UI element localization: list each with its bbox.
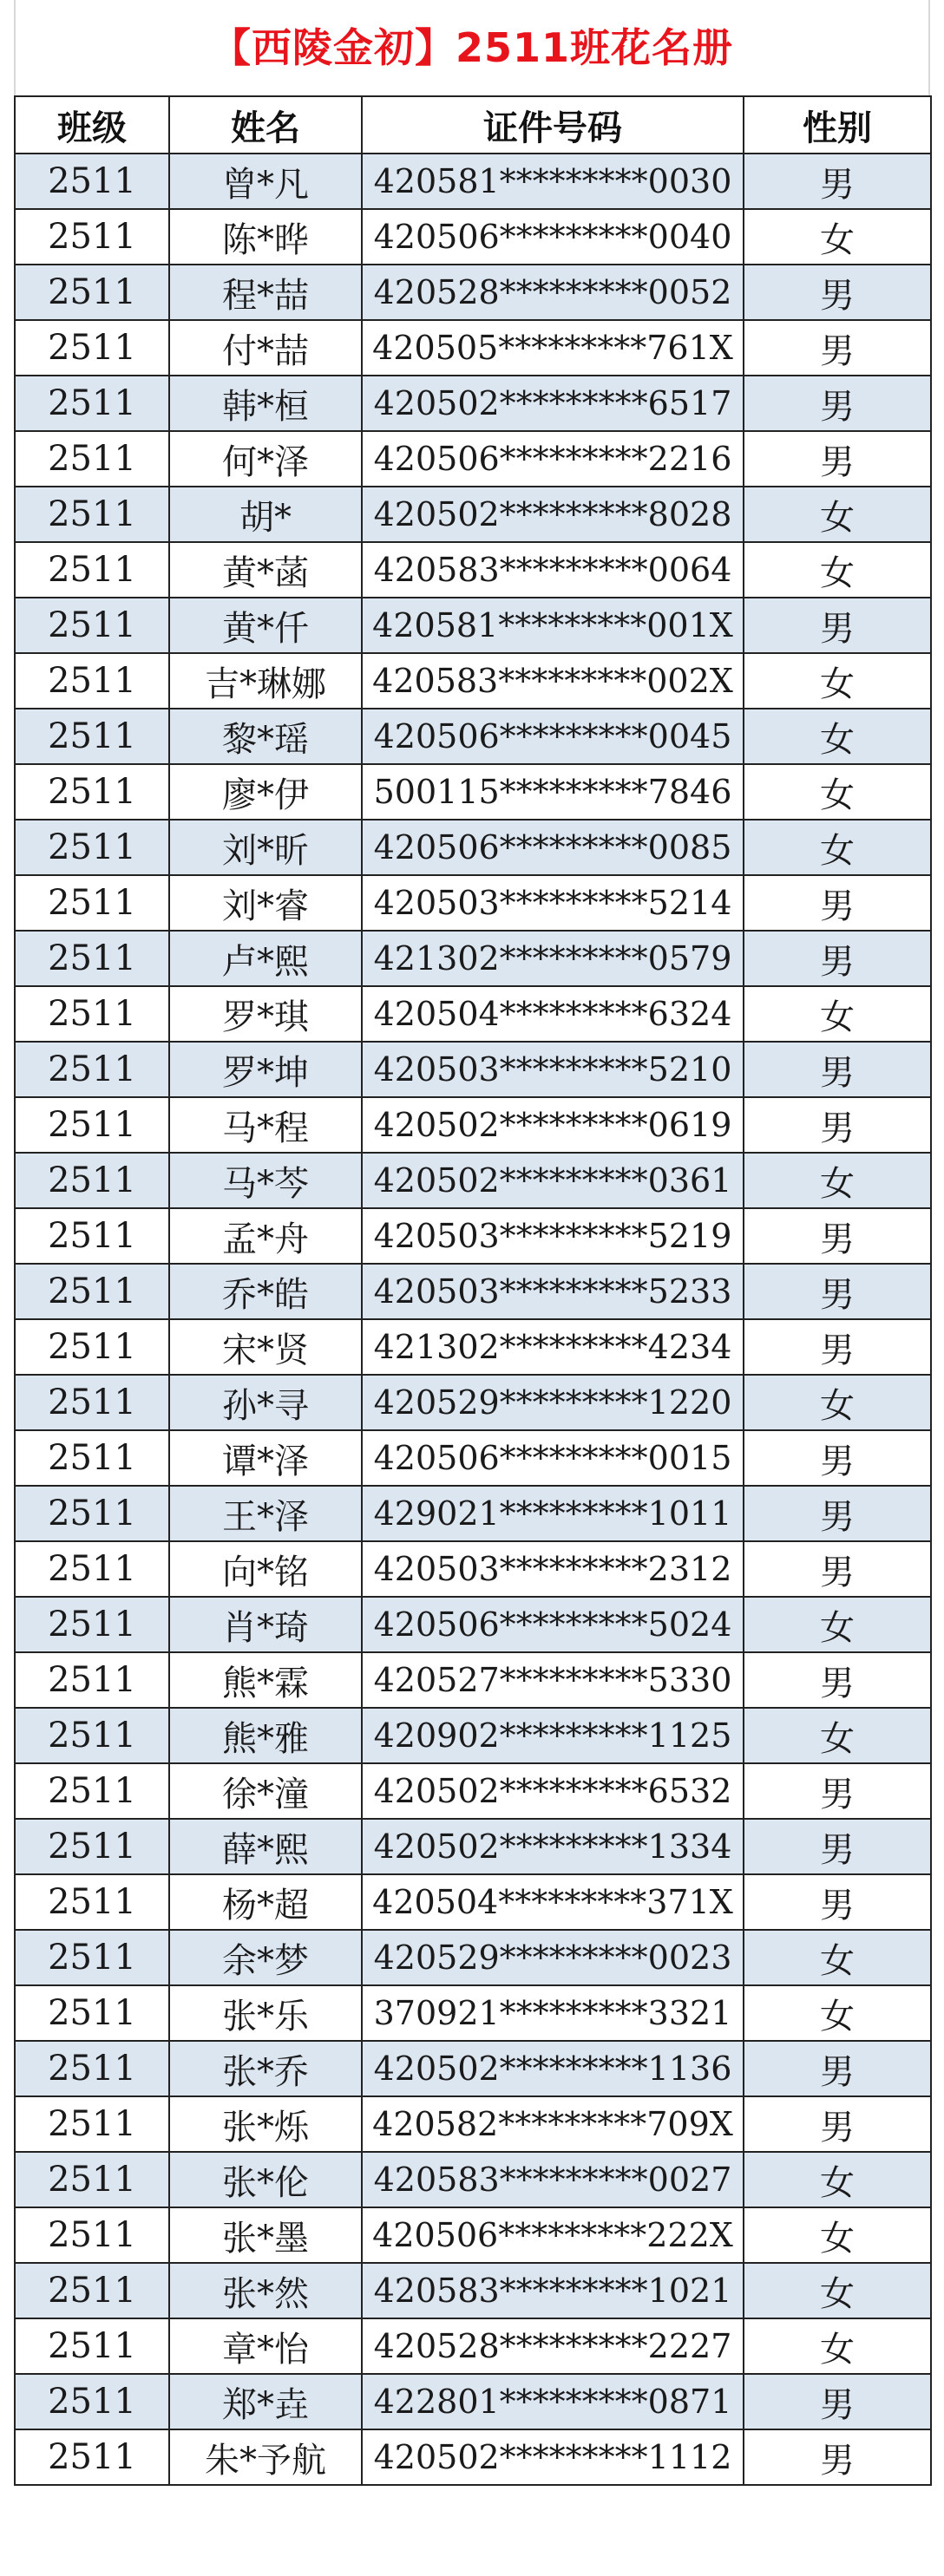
gender-cell: 男 [744, 431, 931, 487]
class-cell: 2511 [15, 542, 169, 598]
id-number-cell: 420506*********0085 [362, 820, 744, 875]
gender-cell: 女 [744, 653, 931, 709]
name-cell: 王*泽 [169, 1486, 362, 1541]
id-number-cell: 420502*********6532 [362, 1763, 744, 1819]
id-number-cell: 420505*********761X [362, 320, 744, 376]
id-number-cell: 420529*********1220 [362, 1375, 744, 1430]
table-row [15, 376, 931, 431]
gender-cell: 女 [744, 709, 931, 764]
name-cell: 张*乐 [169, 1985, 362, 2041]
class-cell: 2511 [15, 2374, 169, 2429]
table-row [15, 2096, 931, 2152]
table-row [15, 1597, 931, 1652]
table-row [15, 1097, 931, 1153]
table-row [15, 1874, 931, 1930]
id-number-cell: 420502*********6517 [362, 376, 744, 431]
gender-cell: 女 [744, 1153, 931, 1208]
table-row [15, 2152, 931, 2207]
gender-cell: 男 [744, 931, 931, 986]
id-number-cell: 420502*********0619 [362, 1097, 744, 1153]
name-cell: 卢*熙 [169, 931, 362, 986]
name-cell: 程*喆 [169, 265, 362, 320]
id-number-cell: 420504*********371X [362, 1874, 744, 1930]
name-cell: 陈*晔 [169, 209, 362, 265]
name-cell: 徐*潼 [169, 1763, 362, 1819]
class-cell: 2511 [15, 931, 169, 986]
class-cell: 2511 [15, 820, 169, 875]
name-cell: 何*泽 [169, 431, 362, 487]
class-cell: 2511 [15, 1874, 169, 1930]
gender-cell: 男 [744, 1652, 931, 1708]
id-number-cell: 420529*********0023 [362, 1930, 744, 1985]
class-cell: 2511 [15, 320, 169, 376]
id-number-cell: 420582*********709X [362, 2096, 744, 2152]
id-number-cell: 421302*********4234 [362, 1319, 744, 1375]
table-row [15, 209, 931, 265]
class-cell: 2511 [15, 2318, 169, 2374]
table-row [15, 542, 931, 598]
header-gender: 性别 [744, 96, 931, 154]
name-cell: 胡* [169, 487, 362, 542]
class-cell: 2511 [15, 487, 169, 542]
gender-cell: 男 [744, 2041, 931, 2096]
name-cell: 刘*昕 [169, 820, 362, 875]
table-row [15, 764, 931, 820]
table-row [15, 1819, 931, 1874]
table-row [15, 931, 931, 986]
name-cell: 黄*菡 [169, 542, 362, 598]
roster-sheet [14, 0, 930, 2486]
table-body [15, 154, 931, 2485]
name-cell: 马*芩 [169, 1153, 362, 1208]
class-cell: 2511 [15, 1264, 169, 1319]
table-row [15, 1486, 931, 1541]
gender-cell: 女 [744, 209, 931, 265]
gender-cell: 男 [744, 154, 931, 209]
name-cell: 宋*贤 [169, 1319, 362, 1375]
name-cell: 刘*睿 [169, 875, 362, 931]
gender-cell: 男 [744, 1819, 931, 1874]
roster-table [14, 95, 932, 2486]
class-cell: 2511 [15, 653, 169, 709]
class-cell: 2511 [15, 1708, 169, 1763]
gender-cell: 女 [744, 487, 931, 542]
table-row [15, 1319, 931, 1375]
table-row [15, 2429, 931, 2485]
id-number-cell: 420503*********5214 [362, 875, 744, 931]
name-cell: 孟*舟 [169, 1208, 362, 1264]
gender-cell: 男 [744, 2096, 931, 2152]
table-row [15, 487, 931, 542]
name-cell: 曾*凡 [169, 154, 362, 209]
gender-cell: 女 [744, 2263, 931, 2318]
gender-cell: 男 [744, 875, 931, 931]
table-row [15, 1541, 931, 1597]
gender-cell: 男 [744, 1264, 931, 1319]
name-cell: 黎*瑶 [169, 709, 362, 764]
class-cell: 2511 [15, 1153, 169, 1208]
name-cell: 谭*泽 [169, 1430, 362, 1486]
name-cell: 章*怡 [169, 2318, 362, 2374]
class-cell: 2511 [15, 2429, 169, 2485]
class-cell: 2511 [15, 1819, 169, 1874]
table-row [15, 1153, 931, 1208]
class-cell: 2511 [15, 1541, 169, 1597]
id-number-cell: 420583*********0027 [362, 2152, 744, 2207]
id-number-cell: 420583*********002X [362, 653, 744, 709]
gender-cell: 女 [744, 1375, 931, 1430]
class-cell: 2511 [15, 154, 169, 209]
table-row [15, 709, 931, 764]
table-row [15, 1985, 931, 2041]
table-row [15, 1208, 931, 1264]
header-id: 证件号码 [362, 96, 744, 154]
class-cell: 2511 [15, 1097, 169, 1153]
gender-cell: 女 [744, 2152, 931, 2207]
name-cell: 杨*超 [169, 1874, 362, 1930]
class-cell: 2511 [15, 1763, 169, 1819]
name-cell: 张*伦 [169, 2152, 362, 2207]
gender-cell: 女 [744, 542, 931, 598]
gender-cell: 女 [744, 1930, 931, 1985]
gender-cell: 女 [744, 764, 931, 820]
table-row [15, 1708, 931, 1763]
id-number-cell: 429021*********1011 [362, 1486, 744, 1541]
class-cell: 2511 [15, 764, 169, 820]
id-number-cell: 420506*********5024 [362, 1597, 744, 1652]
name-cell: 张*墨 [169, 2207, 362, 2263]
class-cell: 2511 [15, 1985, 169, 2041]
table-row [15, 986, 931, 1042]
gender-cell: 男 [744, 2374, 931, 2429]
class-cell: 2511 [15, 209, 169, 265]
gender-cell: 男 [744, 1763, 931, 1819]
class-cell: 2511 [15, 1486, 169, 1541]
name-cell: 黄*仟 [169, 598, 362, 653]
table-row [15, 431, 931, 487]
table-row [15, 2207, 931, 2263]
name-cell: 肖*琦 [169, 1597, 362, 1652]
name-cell: 孙*寻 [169, 1375, 362, 1430]
gender-cell: 男 [744, 265, 931, 320]
id-number-cell: 420503*********5233 [362, 1264, 744, 1319]
name-cell: 韩*桓 [169, 376, 362, 431]
table-row [15, 820, 931, 875]
name-cell: 马*程 [169, 1097, 362, 1153]
class-cell: 2511 [15, 1208, 169, 1264]
table-row [15, 1042, 931, 1097]
name-cell: 朱*予航 [169, 2429, 362, 2485]
gender-cell: 男 [744, 1430, 931, 1486]
gender-cell: 男 [744, 1486, 931, 1541]
id-number-cell: 420502*********0361 [362, 1153, 744, 1208]
class-cell: 2511 [15, 1375, 169, 1430]
class-cell: 2511 [15, 2263, 169, 2318]
id-number-cell: 420506*********222X [362, 2207, 744, 2263]
id-number-cell: 421302*********0579 [362, 931, 744, 986]
gender-cell: 女 [744, 986, 931, 1042]
gender-cell: 男 [744, 376, 931, 431]
id-number-cell: 420583*********0064 [362, 542, 744, 598]
name-cell: 张*然 [169, 2263, 362, 2318]
gender-cell: 男 [744, 1097, 931, 1153]
table-row [15, 875, 931, 931]
table-row [15, 1652, 931, 1708]
id-number-cell: 420527*********5330 [362, 1652, 744, 1708]
table-row [15, 598, 931, 653]
id-number-cell: 420502*********1136 [362, 2041, 744, 2096]
table-row [15, 2263, 931, 2318]
gender-cell: 女 [744, 1708, 931, 1763]
name-cell: 廖*伊 [169, 764, 362, 820]
table-row [15, 265, 931, 320]
class-cell: 2511 [15, 1930, 169, 1985]
gender-cell: 男 [744, 1042, 931, 1097]
table-row [15, 2318, 931, 2374]
name-cell: 薛*熙 [169, 1819, 362, 1874]
gender-cell: 男 [744, 1208, 931, 1264]
name-cell: 余*梦 [169, 1930, 362, 1985]
gender-cell: 女 [744, 2207, 931, 2263]
gender-cell: 男 [744, 1541, 931, 1597]
id-number-cell: 370921*********3321 [362, 1985, 744, 2041]
table-row [15, 2374, 931, 2429]
class-cell: 2511 [15, 1597, 169, 1652]
id-number-cell: 420502*********1334 [362, 1819, 744, 1874]
table-row [15, 1375, 931, 1430]
name-cell: 张*乔 [169, 2041, 362, 2096]
name-cell: 吉*琳娜 [169, 653, 362, 709]
class-cell: 2511 [15, 1652, 169, 1708]
name-cell: 乔*皓 [169, 1264, 362, 1319]
gender-cell: 男 [744, 2429, 931, 2485]
table-row [15, 1763, 931, 1819]
gender-cell: 男 [744, 1874, 931, 1930]
name-cell: 向*铭 [169, 1541, 362, 1597]
header-name: 姓名 [169, 96, 362, 154]
class-cell: 2511 [15, 2207, 169, 2263]
gender-cell: 女 [744, 1985, 931, 2041]
id-number-cell: 420502*********1112 [362, 2429, 744, 2485]
gender-cell: 女 [744, 820, 931, 875]
class-cell: 2511 [15, 598, 169, 653]
id-number-cell: 420583*********1021 [362, 2263, 744, 2318]
class-cell: 2511 [15, 431, 169, 487]
table-header [15, 96, 931, 154]
class-cell: 2511 [15, 2041, 169, 2096]
table-row [15, 154, 931, 209]
header-class: 班级 [15, 96, 169, 154]
table-row [15, 1264, 931, 1319]
id-number-cell: 420503*********5219 [362, 1208, 744, 1264]
class-cell: 2511 [15, 2152, 169, 2207]
class-cell: 2511 [15, 265, 169, 320]
class-cell: 2511 [15, 709, 169, 764]
name-cell: 罗*琪 [169, 986, 362, 1042]
name-cell: 郑*垚 [169, 2374, 362, 2429]
id-number-cell: 420506*********0015 [362, 1430, 744, 1486]
gender-cell: 男 [744, 598, 931, 653]
table-row [15, 2041, 931, 2096]
class-cell: 2511 [15, 986, 169, 1042]
name-cell: 熊*霖 [169, 1652, 362, 1708]
table-row [15, 1430, 931, 1486]
id-number-cell: 420528*********0052 [362, 265, 744, 320]
id-number-cell: 420506*********2216 [362, 431, 744, 487]
gender-cell: 女 [744, 2318, 931, 2374]
header-row [15, 96, 931, 154]
name-cell: 张*烁 [169, 2096, 362, 2152]
id-number-cell: 500115*********7846 [362, 764, 744, 820]
id-number-cell: 420506*********0040 [362, 209, 744, 265]
table-row [15, 1930, 931, 1985]
id-number-cell: 420581*********001X [362, 598, 744, 653]
class-cell: 2511 [15, 1042, 169, 1097]
class-cell: 2511 [15, 1430, 169, 1486]
id-number-cell: 420506*********0045 [362, 709, 744, 764]
table-row [15, 653, 931, 709]
id-number-cell: 420503*********2312 [362, 1541, 744, 1597]
id-number-cell: 420581*********0030 [362, 154, 744, 209]
class-cell: 2511 [15, 2096, 169, 2152]
id-number-cell: 420528*********2227 [362, 2318, 744, 2374]
gender-cell: 男 [744, 1319, 931, 1375]
id-number-cell: 420504*********6324 [362, 986, 744, 1042]
gender-cell: 男 [744, 320, 931, 376]
id-number-cell: 422801*********0871 [362, 2374, 744, 2429]
class-cell: 2511 [15, 1319, 169, 1375]
class-cell: 2511 [15, 376, 169, 431]
id-number-cell: 420503*********5210 [362, 1042, 744, 1097]
name-cell: 付*喆 [169, 320, 362, 376]
table-row [15, 320, 931, 376]
id-number-cell: 420902*********1125 [362, 1708, 744, 1763]
class-cell: 2511 [15, 875, 169, 931]
name-cell: 熊*雅 [169, 1708, 362, 1763]
id-number-cell: 420502*********8028 [362, 487, 744, 542]
gender-cell: 女 [744, 1597, 931, 1652]
name-cell: 罗*坤 [169, 1042, 362, 1097]
page-title: 【西陵金初】2511班花名册 [14, 0, 930, 95]
